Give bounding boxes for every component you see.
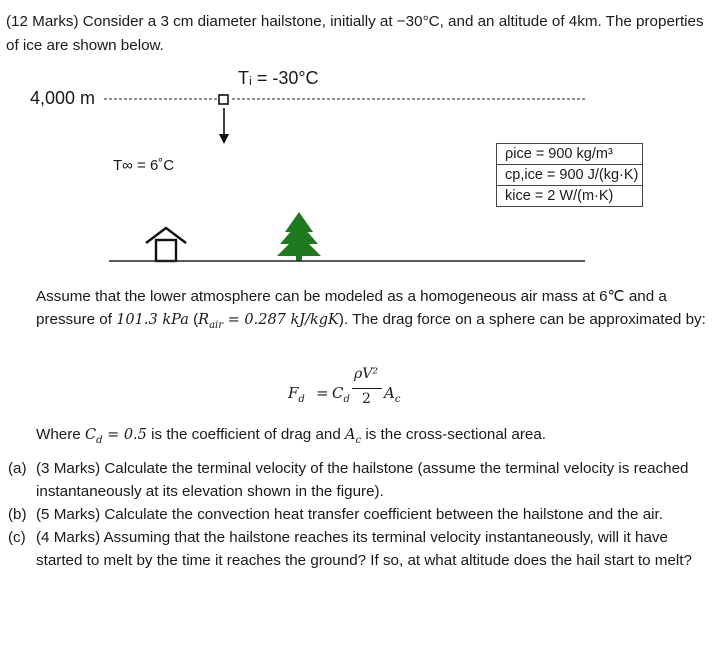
part-a-marker: (a) bbox=[8, 460, 27, 477]
eq-fraction-bar bbox=[352, 388, 382, 389]
altitude-label: 4,000 m bbox=[30, 88, 96, 108]
eq-lhs: $F_d$ bbox=[288, 384, 305, 405]
part-c bbox=[8, 526, 708, 572]
house-icon bbox=[146, 228, 186, 261]
hailstone-marker bbox=[219, 95, 228, 104]
where-middle: is the coefficient of drag and bbox=[146, 426, 346, 443]
drag-coefficient-value: = 0.5 bbox=[102, 427, 147, 443]
fall-arrow-head bbox=[219, 134, 229, 144]
part-b bbox=[8, 503, 708, 526]
property-specific-heat: cp,ice = 900 J/(kg·K) bbox=[497, 165, 642, 186]
property-density: ρice = 900 kg/m³ bbox=[497, 144, 642, 165]
part-c-marker: (c) bbox=[8, 529, 26, 546]
where-tail: is the cross-sectional area. bbox=[361, 426, 547, 443]
question-parts bbox=[8, 457, 708, 572]
where-text: Where bbox=[36, 426, 85, 443]
part-b-text: (5 Marks) Calculate the convection heat transfer coefficient between the hailstone and the air. bbox=[36, 506, 663, 523]
ice-properties-box bbox=[496, 143, 643, 207]
assumption-paren: ( bbox=[188, 310, 199, 328]
ambient-temperature-label: T∞ = 6˚C bbox=[113, 157, 175, 174]
part-a bbox=[8, 457, 708, 503]
assumption-tail: ). The drag force on a sphere can be approximated by: bbox=[338, 310, 706, 328]
initial-temperature-label: Tᵢ = -30°C bbox=[238, 68, 319, 88]
property-conductivity: kice = 2 W/(m·K) bbox=[505, 188, 614, 204]
eq-denominator: 2 bbox=[362, 391, 371, 407]
gas-constant-value: = 0.287 kJ/kgK bbox=[223, 311, 339, 328]
part-a-text: (3 Marks) Calculate the terminal velocity of the hailstone (assume the terminal velocity is reached instantaneously at its elevation shown in the figure). bbox=[36, 460, 689, 500]
area-sub: c bbox=[355, 435, 362, 447]
assumption-paragraph bbox=[36, 286, 706, 337]
gas-constant-sub: air bbox=[209, 319, 224, 331]
drag-coefficient-sub: d bbox=[96, 435, 103, 447]
gas-constant-symbol: R bbox=[198, 311, 210, 328]
area-symbol: A bbox=[345, 427, 356, 443]
eq-ac: $A_c$ bbox=[384, 384, 401, 405]
pressure-value: 101.3 kPa bbox=[116, 311, 189, 328]
tree-icon bbox=[277, 212, 321, 261]
drag-coefficient-symbol: C bbox=[84, 427, 97, 443]
where-paragraph bbox=[36, 424, 706, 453]
eq-equals: = bbox=[316, 384, 329, 402]
part-b-marker: (b) bbox=[8, 506, 27, 523]
drag-force-equation bbox=[288, 366, 448, 416]
assumption-text: Assume that the lower atmosphere can be modeled as a homogeneous air mass at 6℃ and a pressure of bbox=[36, 288, 667, 328]
eq-numerator: ρV² bbox=[354, 366, 378, 382]
hailstone-figure bbox=[0, 62, 720, 272]
eq-cd: $C_d$ bbox=[332, 384, 350, 405]
problem-intro: (12 Marks) Consider a 3 cm diameter hailstone, initially at −30°C, and an altitude of 4km. The properties of ice are shown below. bbox=[6, 13, 704, 54]
part-c-text: (4 Marks) Assuming that the hailstone reaches its terminal velocity instantaneously, will it have started to melt by the time it reaches the ground? If so, at what altitude does the hail start to melt? bbox=[36, 529, 692, 569]
